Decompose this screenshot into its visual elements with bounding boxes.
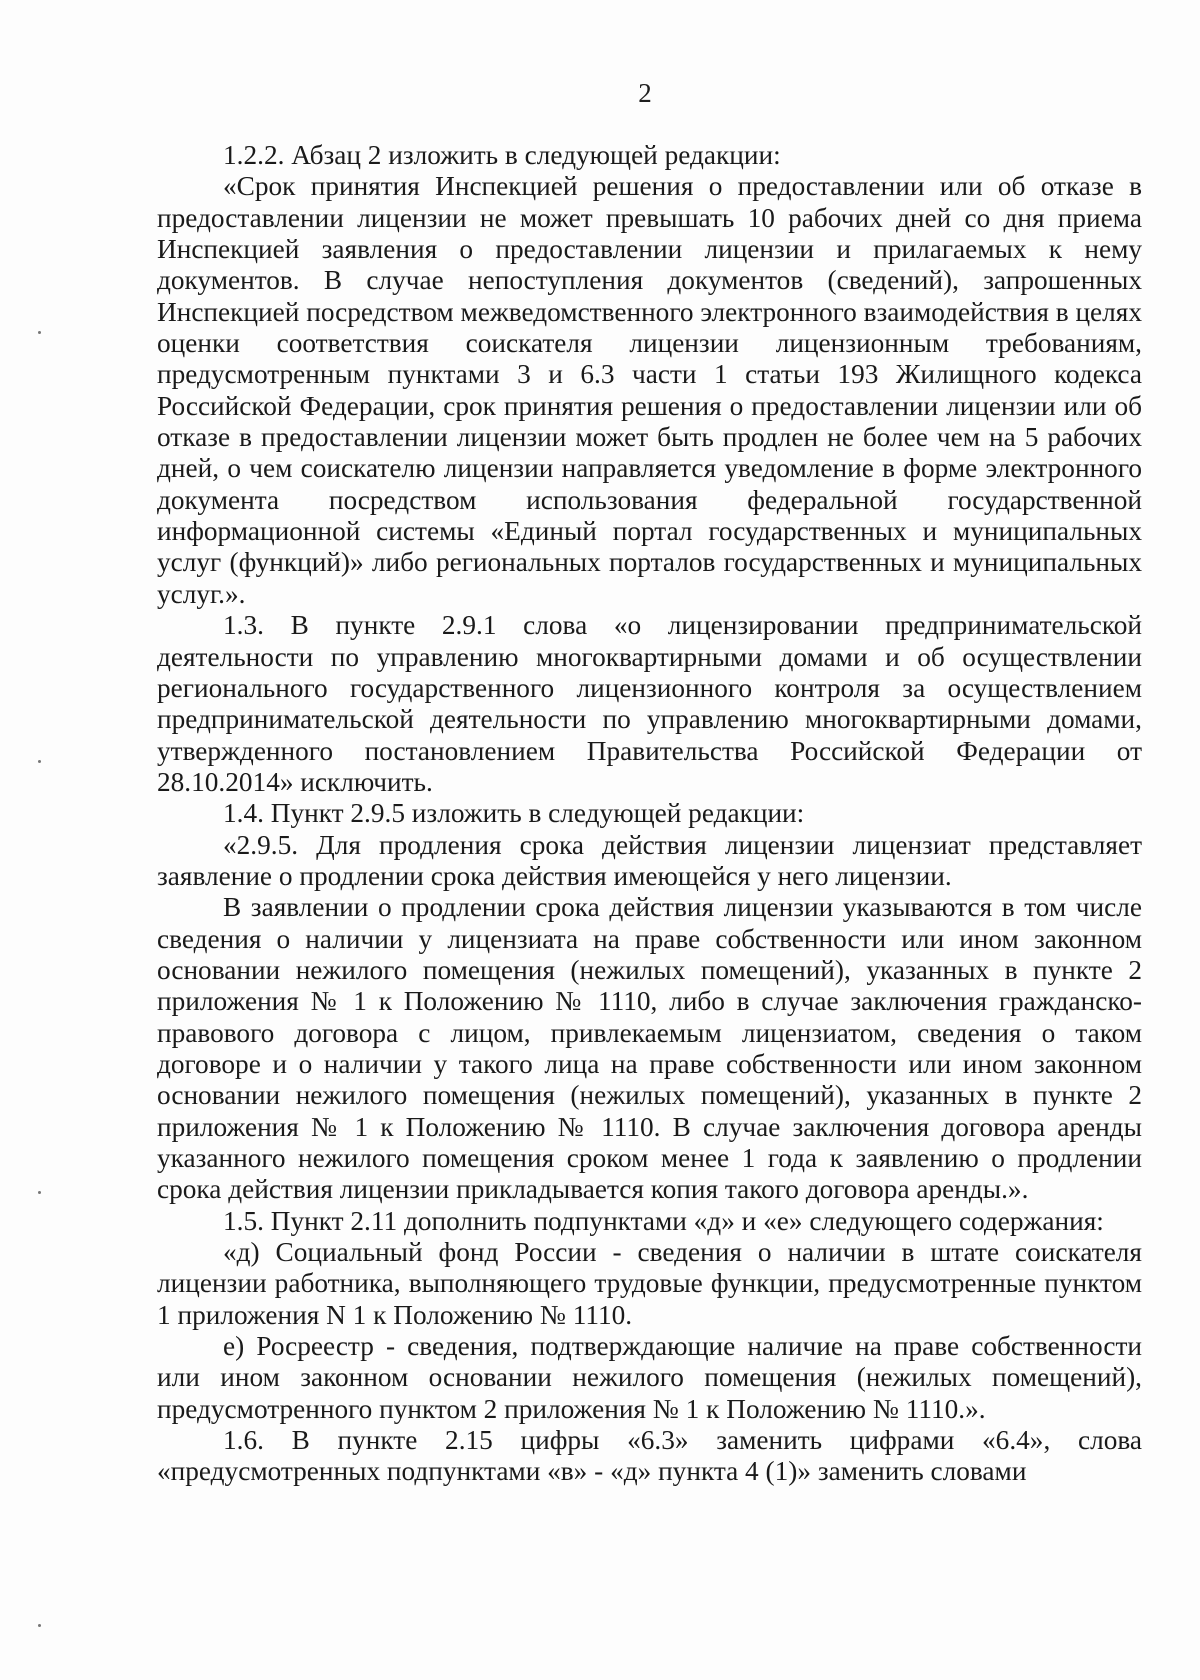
scan-speck	[38, 1191, 41, 1194]
paragraph-application-details: В заявлении о продлении срока действия лицензии указываются в том числе сведения о наличии у лицензиата на праве собственности или ином законном основании нежилого помещения (нежилых помещений), указанных в пункте 2 приложения № 1 к Положению № 1110, либо в случае заключения гражданско-правового договора с лицом, привлекаемым лицензиатом, сведения о таком договоре и о наличии у такого лица на праве собственности или ином законном основании нежилого помещения (нежилых помещений), указанных в пункте 2 приложения № 1 к Положению № 1110. В случае заключения договора аренды указанного нежилого помещения сроком менее 1 года к заявлению о продлении срока действия лицензии прикладывается копия такого договора аренды.».	[157, 892, 1142, 1205]
paragraph-subitem-d: «д) Социальный фонд России - сведения о наличии в штате соискателя лицензии работника, выполняющего трудовые функции, предусмотренные пунктом 1 приложения N 1 к Положению № 1110.	[157, 1237, 1142, 1330]
scan-speck	[38, 760, 41, 763]
paragraph-1-5: 1.5. Пункт 2.11 дополнить подпунктами «д» и «е» следующего содержания:	[223, 1205, 1104, 1236]
scan-speck	[38, 331, 41, 334]
paragraph-1-4-heading: 1.4. Пункт 2.9.5 изложить в следующей редакции:	[223, 798, 805, 829]
paragraph-1-2-2-heading: 1.2.2. Абзац 2 изложить в следующей редакции:	[223, 140, 781, 170]
paragraph-subitem-e: е) Росреестр - сведения, подтверждающие наличие на праве собственности или ином законном основании нежилого помещения (нежилых помещений), предусмотренного пунктом 2 приложения № 1 к Положению № 1110.».	[157, 1331, 1142, 1424]
page-number: 2	[638, 78, 652, 108]
paragraph-1-6: 1.6. В пункте 2.15 цифры «6.3» заменить цифрами «6.4», слова «предусмотренных подпунктами «в» - «д» пункта 4 (1)» заменить словами	[157, 1425, 1142, 1487]
document-body	[157, 140, 1142, 1488]
paragraph-1-2-2-text: «Срок принятия Инспекцией решения о предоставлении или об отказе в предоставлении лицензии не может превышать 10 рабочих дней со дня приема Инспекцией заявления о предоставлении лицензии и прилагаемых к нему документов. В случае непоступления документов (сведений), запрошенных Инспекцией посредством межведомственного электронного взаимодействия в целях оценки соответствия соискателя лицензии лицензионным требованиям, предусмотренным пунктами 3 и 6.3 части 1 статьи 193 Жилищного кодекса Российской Федерации, срок принятия решения о предоставлении лицензии или об отказе в предоставлении лицензии может быть продлен не более чем на 5 рабочих дней, о чем соискателю лицензии направляется уведомление в форме электронного документа посредством использования федеральной государственной информационной системы «Единый портал государственных и муниципальных услуг (функций)» либо региональных порталов государственных и муниципальных услуг.».	[157, 171, 1142, 609]
paragraph-1-3: 1.3. В пункте 2.9.1 слова «о лицензировании предпринимательской деятельности по управлению многоквартирными домами и об осуществлении регионального государственного лицензионного контроля за осуществлением предпринимательской деятельности по управлению многоквартирными домами, утвержденного постановлением Правительства Российской Федерации от 28.10.2014» исключить.	[157, 610, 1142, 797]
scan-speck	[38, 1624, 41, 1627]
paragraph-2-9-5: «2.9.5. Для продления срока действия лицензии лицензиат представляет заявление о продлении срока действия имеющейся у него лицензии.	[157, 829, 1142, 891]
